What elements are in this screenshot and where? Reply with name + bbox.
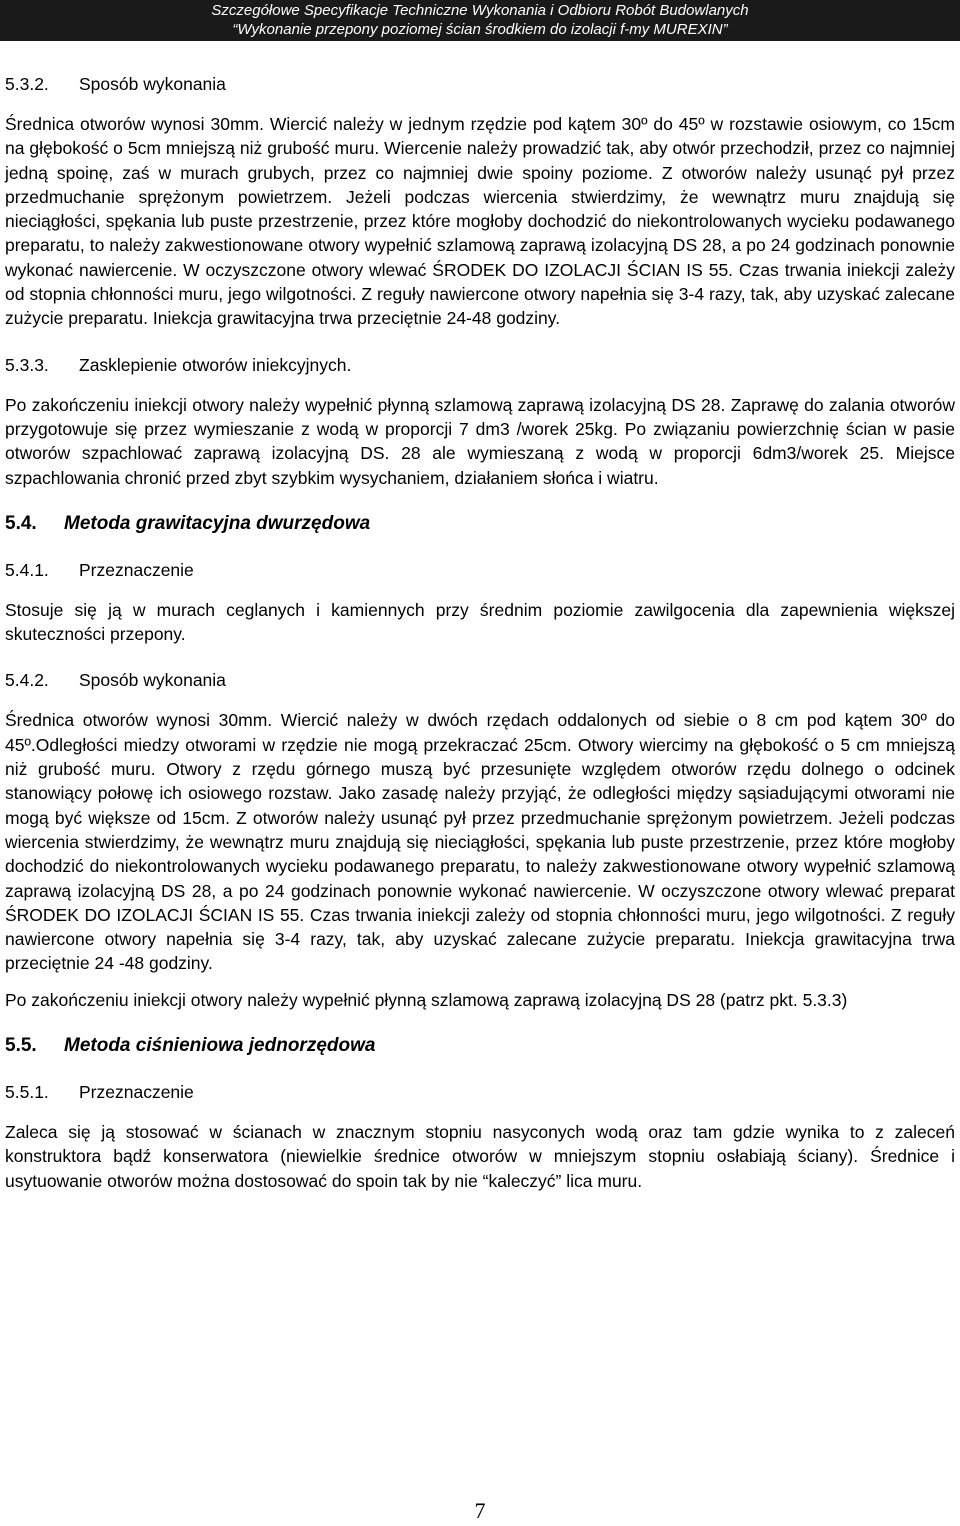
section-number: 5.4. <box>5 512 37 534</box>
section-heading-5-3-2 <box>5 72 955 96</box>
section-heading-5-4-1 <box>5 558 955 582</box>
section-heading-5-5 <box>5 1034 955 1058</box>
page-number: 7 <box>474 1498 486 1523</box>
paragraph-5-4-2: Średnica otworów wynosi 30mm. Wiercić należy w dwóch rzędach oddalonych od siebie o 8 cm pod kątem 30º do 45º.Odległości miedzy otworami w rzędzie nie mogą przekraczać 25cm. Otwory wiercimy na głębokość o 5 cm mniejszą niż grubość muru. Otwory z rzędu górnego muszą być przesunięte względem otworów rzędu dolnego o odcinek stanowiący połowę ich osiowego rozstaw. Jako zasadę należy przyjąć, że odległości między sąsiadującymi otworami nie mogą być większe od 15cm. Z otworów należy usunąć pył przez przedmuchanie sprężonym powietrzem. Jeżeli podczas wiercenia stwierdzimy, że wewnątrz muru znajdują się nieciągłości, spękania lub puste przestrzenie, przez które mogłoby dochodzić do niekontrolowanych wycieku podawanego preparatu, to należy zakwestionowane otwory wypełnić szlamową zaprawą izolacyjną DS 28, a po 24 godzinach ponownie wykonać nawiercenie. W oczyszczone otwory wlewać preparat ŚRODEK DO IZOLACJI ŚCIAN IS 55. Czas trwania iniekcji zależy od stopnia chłonności muru, jego wilgotności. Z reguły nawiercone otwory napełnia się 3-4 razy, tak, aby uzyskać zalecane zużycie preparatu. Iniekcja grawitacyjna trwa przeciętnie 24 -48 godziny. <box>5 710 955 974</box>
section-title: Metoda ciśnieniowa jednorzędowa <box>64 1035 376 1057</box>
section-title: Metoda grawitacyjna dwurzędowa <box>64 512 371 534</box>
section-number: 5.3.2. <box>5 74 49 94</box>
section-title: Przeznaczenie <box>79 559 194 580</box>
section-number: 5.4.1. <box>5 559 49 580</box>
section-number: 5.5.1. <box>5 1082 49 1103</box>
section-number: 5.3.3. <box>5 354 49 375</box>
document-header <box>0 0 960 41</box>
header-title-line1: Szczegółowe Specyfikacje Techniczne Wykonania i Odbioru Robót Budowlanych <box>211 2 749 19</box>
paragraph-5-5-1: Zaleca się ją stosować w ścianach w znacznym stopniu nasyconych wodą oraz tam gdzie wynika to z zaleceń konstruktora bądź konserwatora (niewielkie średnice otworów w mniejszym stopniu osłabiają ściany). Średnice i usytuowanie otworów można dostosować do spoin tak by nie “kaleczyć” lica muru. <box>5 1122 955 1191</box>
paragraph-5-3-2: Średnica otworów wynosi 30mm. Wiercić należy w jednym rzędzie pod kątem 30º do 45º w rozstawie osiowym, co 15cm na głębokość o 5cm mniejszą niż grubość muru. Wiercenie należy prowadzić tak, aby otwór przechodził, przez co najmniej jedną spoinę, zaś w murach grubych, przez co najmniej dwie spoiny poziome. Z otworów należy usunąć pył przez przedmuchanie sprężonym powietrzem. Jeżeli podczas wiercenia stwierdzimy, że wewnątrz muru znajdują się nieciągłości, spękania lub puste przestrzenie, przez które mogłoby dochodzić do niekontrolowanych wycieku podawanego preparatu, to należy zakwestionowane otwory wypełnić szlamową zaprawą izolacyjną DS 28, a po 24 godzinach ponownie wykonać nawiercenie. W oczyszczone otwory wlewać ŚRODEK DO IZOLACJI ŚCIAN IS 55. Czas trwania iniekcji zależy od stopnia chłonności muru, jego wilgotności. Z reguły nawiercone otwory napełnia się 3-4 razy, tak, aby uzyskać zalecane zużycie preparatu. Iniekcja grawitacyjna trwa przeciętnie 24-48 godziny. <box>5 114 955 329</box>
section-number: 5.5. <box>5 1035 37 1057</box>
section-heading-5-5-1 <box>5 1080 955 1104</box>
paragraph-5-4-2-note: Po zakończeniu iniekcji otwory należy wypełnić płynną szlamową zaprawą izolacyjną DS 28 (patrz pkt. 5.3.3) <box>5 989 848 1010</box>
section-title: Sposób wykonania <box>79 670 226 691</box>
section-number: 5.4.2. <box>5 670 49 691</box>
document-body <box>5 72 955 1193</box>
section-title: Zasklepienie otworów iniekcyjnych. <box>79 354 352 375</box>
section-title: Przeznaczenie <box>79 1082 194 1103</box>
paragraph-5-4-1: Stosuje się ją w murach ceglanych i kamiennych przy średnim poziomie zawilgocenia dla zapewnienia większej skuteczności przepony. <box>5 599 955 645</box>
section-heading-5-4-2 <box>5 668 955 692</box>
section-title: Sposób wykonania <box>79 74 226 94</box>
section-heading-5-3-3 <box>5 353 955 377</box>
header-title-line2: “Wykonanie przepony poziomej ścian środkiem do izolacji f-my MUREXIN” <box>232 21 728 38</box>
section-heading-5-4 <box>5 512 955 536</box>
paragraph-5-3-3: Po zakończeniu iniekcji otwory należy wypełnić płynną szlamową zaprawą izolacyjną DS 28. Zaprawę do zalania otworów przygotowuje się przez wymieszanie z wodą w proporcji 7 dm3 /worek 25kg. Po związaniu powierzchnię ścian w pasie otworów szpachlować zaprawą izolacyjną DS. 28 ale wymieszaną z wodą w proporcji 6dm3/worek 25. Miejsce szpachlowania chronić przed zbyt szybkim wysychaniem, działaniem słońca i wiatru. <box>5 394 955 488</box>
